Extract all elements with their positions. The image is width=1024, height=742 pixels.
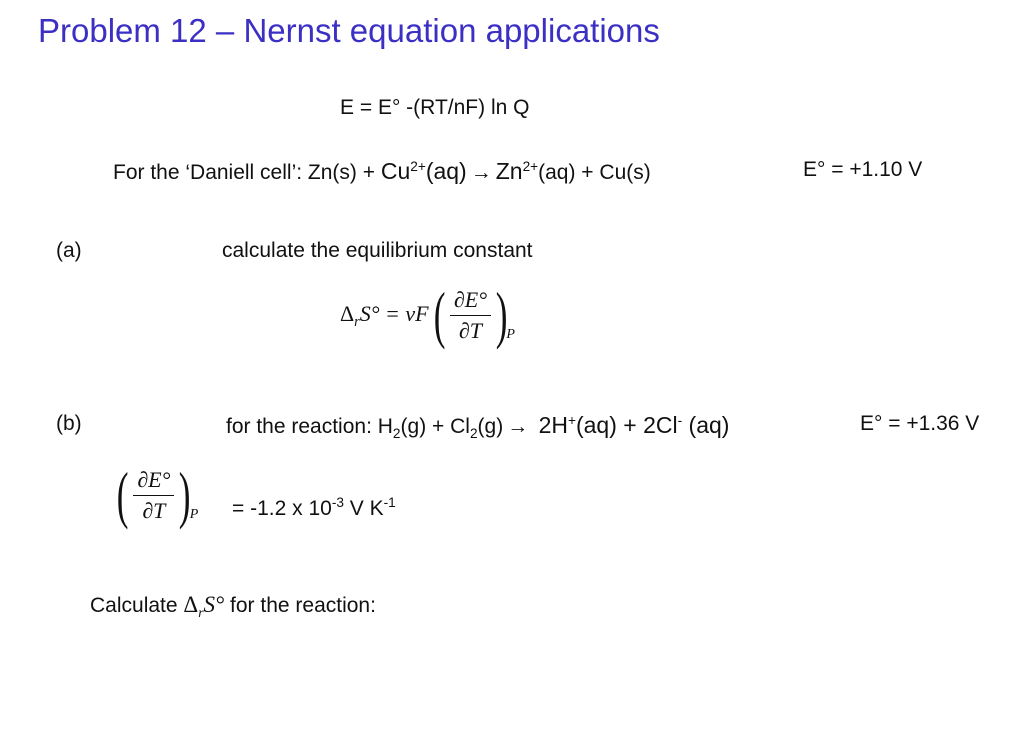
left-paren-icon: ( bbox=[433, 279, 446, 350]
page-title: Problem 12 – Nernst equation applications bbox=[38, 12, 660, 49]
part-b-reaction bbox=[226, 412, 730, 442]
entropy-formula bbox=[340, 279, 515, 350]
products-c: (aq) bbox=[682, 412, 730, 438]
derivative-value bbox=[232, 497, 396, 521]
value-exponent: -3 bbox=[331, 495, 344, 510]
delta-symbol: Δ bbox=[340, 300, 355, 326]
delta-sub: r bbox=[198, 605, 204, 621]
calculate-prompt bbox=[90, 592, 376, 621]
constant-p-sub: P bbox=[506, 327, 515, 342]
zn-symbol: Zn bbox=[495, 158, 523, 184]
fraction-bar bbox=[133, 495, 174, 496]
daniell-cell-reaction bbox=[113, 158, 651, 185]
nernst-equation: E = E° -(RT/nF) ln Q bbox=[340, 96, 530, 119]
right-paren-icon: ) bbox=[179, 459, 191, 530]
fraction-numerator: ∂E° bbox=[453, 286, 488, 312]
part-b-label: (b) bbox=[56, 412, 82, 435]
constant-p-sub: P bbox=[189, 507, 199, 522]
cl2-sub: 2 bbox=[469, 426, 478, 442]
cu-charge: 2+ bbox=[410, 159, 426, 174]
h2-sub: 2 bbox=[392, 426, 401, 442]
calculate-post: for the reaction: bbox=[224, 594, 376, 617]
delta-sub: r bbox=[354, 314, 360, 331]
part-b-e0: E° = +1.36 V bbox=[860, 412, 980, 435]
reaction-pre: for the reaction: H bbox=[226, 415, 393, 438]
delta-symbol: Δ bbox=[183, 592, 199, 617]
cu-symbol: Cu bbox=[380, 158, 411, 184]
right-paren-icon: ) bbox=[495, 279, 508, 350]
fraction-bar bbox=[450, 315, 491, 316]
fraction-denominator: ∂T bbox=[458, 317, 483, 343]
zn-charge: 2+ bbox=[522, 159, 539, 174]
daniell-e0: E° = +1.10 V bbox=[803, 158, 923, 181]
aq-label: (aq) bbox=[425, 158, 467, 184]
value-unit: V K bbox=[343, 497, 384, 520]
derivative-fraction bbox=[450, 287, 491, 344]
unit-exponent: -1 bbox=[383, 495, 396, 510]
arrow-icon: → bbox=[507, 415, 529, 438]
entropy-symbol: S° bbox=[203, 592, 225, 617]
products-b: (aq) + 2Cl bbox=[575, 412, 678, 438]
fraction-denominator: ∂T bbox=[142, 497, 166, 523]
fraction-numerator: ∂E° bbox=[137, 466, 171, 492]
reaction-mid2: (g) bbox=[477, 415, 504, 438]
daniell-prefix: For the ‘Daniell cell’: Zn(s) + bbox=[113, 161, 381, 184]
part-a-label: (a) bbox=[56, 239, 82, 262]
daniell-rest: (aq) + Cu(s) bbox=[538, 161, 651, 184]
products-a: 2H bbox=[532, 412, 569, 438]
part-a-text: calculate the equilibrium constant bbox=[222, 239, 533, 262]
left-paren-icon: ( bbox=[116, 459, 129, 530]
cl-charge: - bbox=[677, 413, 683, 428]
value-pre: = -1.2 x 10 bbox=[232, 497, 332, 520]
h-charge: + bbox=[568, 413, 576, 428]
arrow-icon: → bbox=[470, 161, 492, 184]
formula-lhs: S° = νF bbox=[359, 300, 429, 326]
reaction-mid1: (g) + Cl bbox=[400, 415, 470, 438]
derivative-fraction bbox=[133, 467, 174, 524]
part-b-derivative bbox=[112, 459, 199, 530]
calculate-pre: Calculate bbox=[90, 594, 184, 617]
